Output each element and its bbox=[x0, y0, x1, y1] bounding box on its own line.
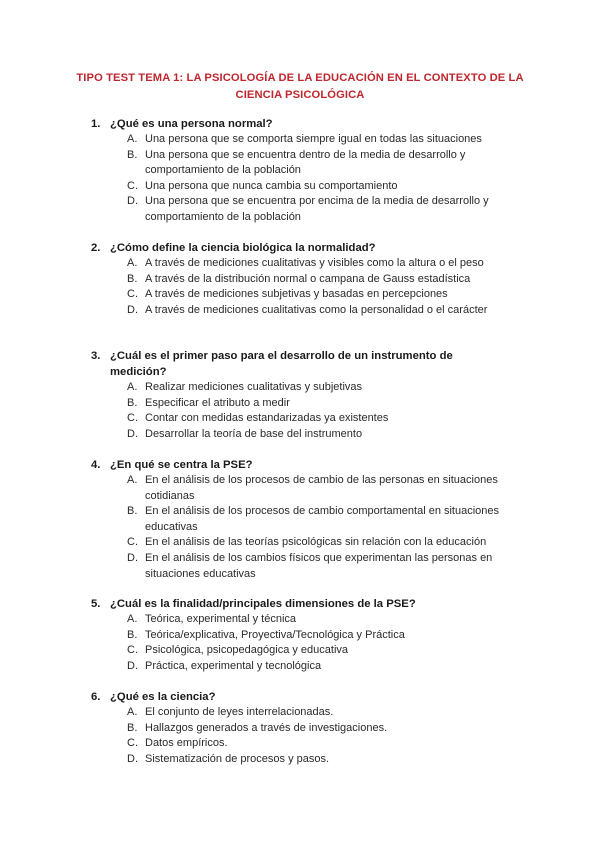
option-b bbox=[0, 148, 600, 179]
option-text: Sistematización de procesos y pasos. bbox=[145, 752, 330, 765]
question-text: ¿Qué es una persona normal? bbox=[110, 118, 273, 130]
option-d bbox=[0, 427, 600, 443]
question-text: ¿En qué se centra la PSE? bbox=[110, 459, 253, 471]
option-text: A través de la distribución normal o campana de Gauss estadística bbox=[145, 272, 471, 285]
question-heading bbox=[0, 457, 600, 473]
question-number: 2. bbox=[91, 242, 101, 254]
question-6 bbox=[0, 689, 600, 767]
option-b bbox=[0, 721, 600, 737]
option-letter: B. bbox=[127, 505, 138, 518]
option-text: Una persona que se encuentra por encima de la media de desarrollo y comportamiento de la población bbox=[145, 195, 489, 223]
option-d bbox=[0, 752, 600, 768]
option-a bbox=[0, 380, 600, 396]
option-d bbox=[0, 303, 600, 319]
option-text: En el análisis de las teorías psicológicas sin relación con la educación bbox=[145, 536, 487, 549]
question-number: 4. bbox=[91, 459, 101, 471]
question-4 bbox=[0, 457, 600, 582]
option-text: A través de mediciones subjetivas y basadas en percepciones bbox=[145, 288, 448, 301]
option-text: Realizar mediciones cualitativas y subjetivas bbox=[145, 381, 363, 393]
option-letter: B. bbox=[127, 628, 138, 641]
option-text: Una persona que se encuentra dentro de la media de desarrollo y comportamiento de la población bbox=[145, 148, 466, 177]
option-text: El conjunto de leyes interrelacionadas. bbox=[145, 706, 334, 718]
option-d bbox=[0, 194, 600, 225]
option-c bbox=[0, 411, 600, 427]
option-a bbox=[0, 256, 600, 272]
option-letter: B. bbox=[127, 272, 138, 285]
option-letter: D. bbox=[127, 752, 138, 765]
option-text: Especificar el atributo a medir bbox=[145, 396, 290, 409]
question-2 bbox=[0, 240, 600, 318]
option-letter: C. bbox=[127, 288, 138, 301]
option-b bbox=[0, 272, 600, 288]
option-letter: A. bbox=[127, 257, 138, 269]
option-text: A través de mediciones cualitativas y visibles como la altura o el peso bbox=[145, 257, 484, 269]
question-3 bbox=[0, 348, 600, 442]
option-letter: A. bbox=[127, 613, 138, 625]
option-text: Desarrollar la teoría de base del instrumento bbox=[145, 427, 363, 440]
option-a bbox=[0, 132, 600, 148]
option-letter: B. bbox=[127, 148, 138, 161]
option-letter: D. bbox=[127, 551, 138, 564]
option-letter: D. bbox=[127, 195, 138, 208]
question-1 bbox=[0, 116, 600, 226]
option-letter: A. bbox=[127, 381, 138, 393]
option-letter: D. bbox=[127, 303, 138, 316]
option-a bbox=[0, 705, 600, 721]
question-number: 5. bbox=[91, 598, 101, 610]
option-letter: B. bbox=[127, 396, 138, 409]
option-text: En el análisis de los procesos de cambio de las personas en situaciones cotidianas bbox=[145, 474, 498, 502]
option-text: Una persona que nunca cambia su comportamiento bbox=[145, 179, 398, 192]
option-text: En el análisis de los procesos de cambio comportamental en situaciones educativas bbox=[145, 505, 500, 533]
question-heading bbox=[0, 240, 600, 256]
option-letter: D. bbox=[127, 427, 138, 440]
question-number: 1. bbox=[91, 118, 101, 130]
option-text: Teórica/explicativa, Proyectiva/Tecnológica y Práctica bbox=[145, 628, 405, 641]
option-text: En el análisis de los cambios físicos que experimentan las personas en situaciones educativas bbox=[145, 551, 493, 580]
option-letter: C. bbox=[127, 412, 138, 425]
option-b bbox=[0, 396, 600, 412]
question-text: ¿Cómo define la ciencia biológica la normalidad? bbox=[110, 242, 376, 254]
question-5 bbox=[0, 596, 600, 674]
option-c bbox=[0, 179, 600, 195]
option-text: Hallazgos generados a través de investigaciones. bbox=[145, 721, 388, 734]
option-letter: C. bbox=[127, 644, 138, 657]
question-heading bbox=[0, 596, 600, 612]
option-c bbox=[0, 535, 600, 551]
option-a bbox=[0, 612, 600, 628]
option-text: Datos empíricos. bbox=[145, 737, 228, 750]
option-letter: A. bbox=[127, 706, 138, 718]
document-title: TIPO TEST TEMA 1: LA PSICOLOGÍA DE LA EDUCACIÓN EN EL CONTEXTO DE LA CIENCIA PSICOLÓGICA bbox=[76, 72, 524, 101]
question-number: 6. bbox=[91, 691, 101, 703]
question-heading bbox=[0, 689, 600, 705]
option-text: Una persona que se comporta siempre igual en todas las situaciones bbox=[145, 133, 482, 145]
question-text: ¿Cuál es el primer paso para el desarrollo de un instrumento de medición? bbox=[110, 350, 453, 378]
option-letter: B. bbox=[127, 721, 138, 734]
option-text: Práctica, experimental y tecnológica bbox=[145, 659, 322, 672]
option-text: A través de mediciones cualitativas como la personalidad o el carácter bbox=[145, 303, 488, 316]
option-c bbox=[0, 643, 600, 659]
question-heading bbox=[0, 116, 600, 132]
option-d bbox=[0, 659, 600, 675]
option-text: Contar con medidas estandarizadas ya existentes bbox=[145, 412, 389, 425]
question-heading bbox=[0, 348, 600, 380]
option-d bbox=[0, 551, 600, 582]
question-text: ¿Cuál es la finalidad/principales dimensiones de la PSE? bbox=[110, 598, 416, 610]
option-c bbox=[0, 287, 600, 303]
option-text: Psicológica, psicopedagógica y educativa bbox=[145, 644, 349, 657]
option-b bbox=[0, 504, 600, 535]
option-c bbox=[0, 736, 600, 752]
option-letter: A. bbox=[127, 474, 138, 486]
question-number: 3. bbox=[91, 350, 101, 362]
question-text: ¿Qué es la ciencia? bbox=[110, 691, 216, 703]
option-letter: C. bbox=[127, 536, 138, 549]
option-letter: C. bbox=[127, 737, 138, 750]
option-b bbox=[0, 628, 600, 644]
option-letter: C. bbox=[127, 179, 138, 192]
option-letter: D. bbox=[127, 659, 138, 672]
option-a bbox=[0, 473, 600, 504]
option-letter: A. bbox=[127, 133, 138, 145]
option-text: Teórica, experimental y técnica bbox=[145, 613, 297, 625]
